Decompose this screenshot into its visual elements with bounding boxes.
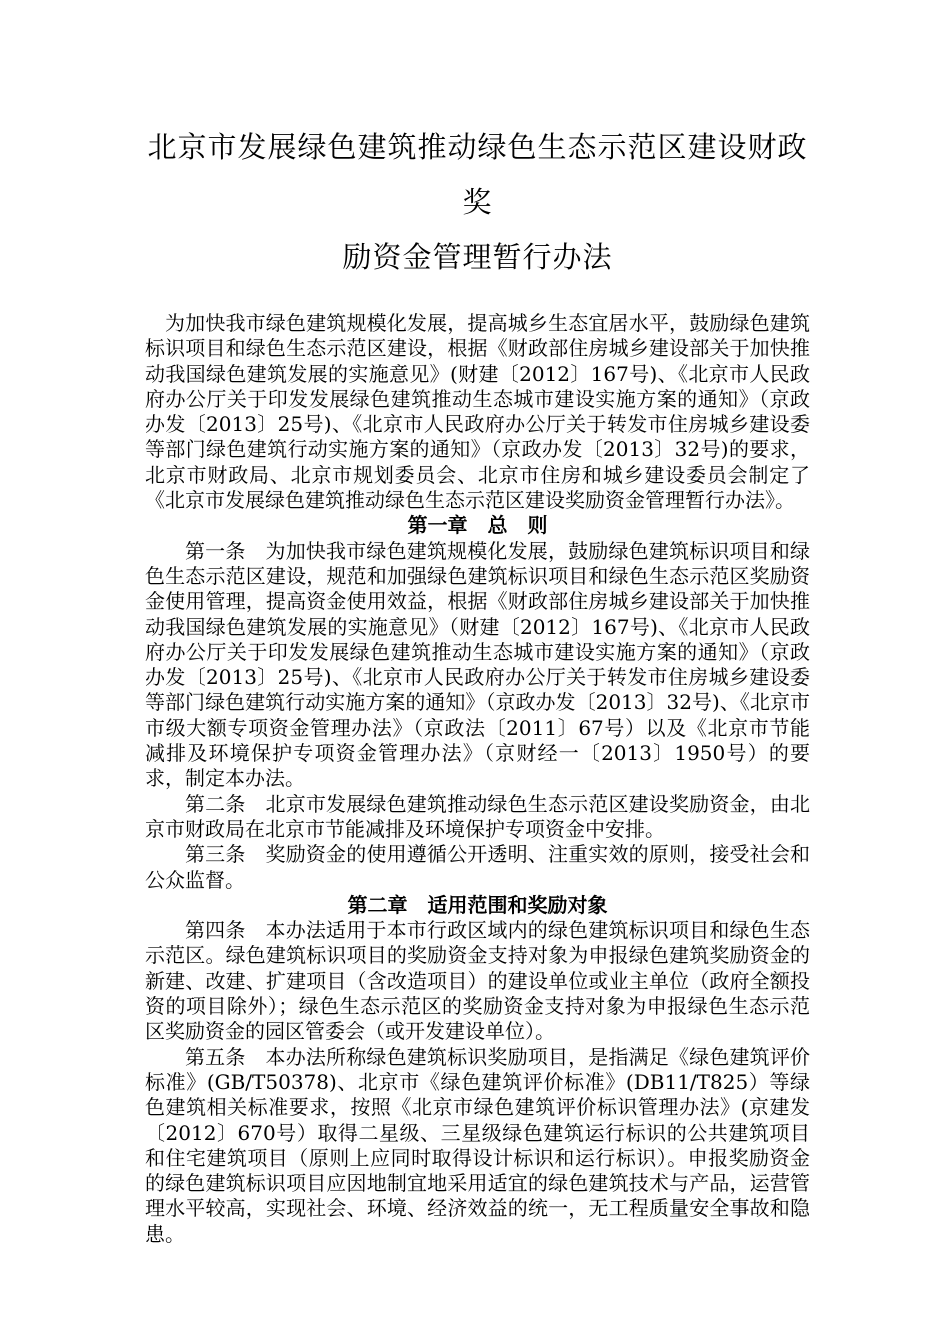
intro-paragraph: 为加快我市绿色建筑规模化发展，提高城乡生态宜居水平，鼓励绿色建筑标识项目和绿色生态示范区建设，根据《财政部住房城乡建设部关于加快推动我国绿色建筑发展的实施意见》(财建〔2012〕167号)、《北京市人民政府办公厅关于印发发展绿色建筑推动生态城市建设实施方案的通知》（京政办发〔2013〕25号)、《北京市人民政府办公厅关于转发市住房城乡建设委等部门绿色建筑行动实施方案的通知》（京政办发〔2013〕32号)的要求，北京市财政局、北京市规划委员会、北京市住房和城乡建设委员会制定了《北京市发展绿色建筑推动绿色生态示范区建设奖励资金管理暂行办法》。 <box>145 311 810 513</box>
article-4 <box>145 918 810 1044</box>
article-5 <box>145 1045 810 1247</box>
article-2-text: 北京市发展绿色建筑推动绿色生态示范区建设奖励资金，由北京市财政局在北京市节能减排及环境保护专项资金中安排。 <box>145 791 811 841</box>
title-line-1: 北京市发展绿色建筑推动绿色生态示范区建设财政奖 <box>147 130 808 219</box>
document-page <box>145 120 810 1247</box>
article-3 <box>145 842 810 893</box>
chapter-2-heading: 第二章 适用范围和奖励对象 <box>347 892 608 917</box>
document-title <box>145 120 810 285</box>
article-4-text: 本办法适用于本市行政区域内的绿色建筑标识项目和绿色生态示范区。绿色建筑标识项目的奖励资金支持对象为申报绿色建筑奖励资金的新建、改建、扩建项目（含改造项目）的建设单位或业主单位（政府全额投资的项目除外）；绿色生态示范区的奖励资金支持对象为申报绿色生态示范区奖励资金的园区管委会（或开发建设单位）。 <box>145 918 811 1044</box>
article-1 <box>145 539 810 792</box>
article-3-text: 奖励资金的使用遵循公开透明、注重实效的原则，接受社会和公众监督。 <box>145 842 811 892</box>
chapter-1-heading: 第一章 总 则 <box>407 513 548 538</box>
title-line-2: 励资金管理暂行办法 <box>342 240 613 274</box>
article-1-label: 第一条 <box>185 538 246 563</box>
article-5-text: 本办法所称绿色建筑标识奖励项目，是指满足《绿色建筑评价标准》(GB/T50378)、北京市《绿色建筑评价标准》(DB11/T825）等绿色建筑相关标准要求，按照《北京市绿色建筑评价标识管理办法》(京建发〔2012〕670号）取得二星级、三星级绿色建筑运行标识的公共建筑项目和住宅建筑项目（原则上应同时取得设计标识和运行标识）。申报奖励资金的绿色建筑标识项目应因地制宜地采用适宜的绿色建筑技术与产品，运营管理水平较高，实现社会、环境、经济效益的统一，无工程质量安全事故和隐患。 <box>145 1044 811 1246</box>
article-2-label: 第二条 <box>185 791 246 816</box>
article-5-label: 第五条 <box>185 1044 246 1069</box>
article-4-label: 第四条 <box>185 918 246 943</box>
article-3-label: 第三条 <box>185 842 246 867</box>
article-2 <box>145 792 810 843</box>
article-1-text: 为加快我市绿色建筑规模化发展，鼓励绿色建筑标识项目和绿色生态示范区建设，规范和加强绿色建筑标识项目和绿色生态示范区奖励资金使用管理，提高资金使用效益，根据《财政部住房城乡建设部关于加快推动我国绿色建筑发展的实施意见》（财建〔2012〕167号)、《北京市人民政府办公厅关于印发发展绿色建筑推动生态城市建设实施方案的通知》（京政办发〔2013〕25号)、《北京市人民政府办公厅关于转发市住房城乡建设委等部门绿色建筑行动实施方案的通知》（京政办发〔2013〕32号)、《北京市市级大额专项资金管理办法》（京政法〔2011〕67号）以及《北京市节能减排及环境保护专项资金管理办法》（京财经一〔2013〕1950号）的要求，制定本办法。 <box>145 538 811 791</box>
